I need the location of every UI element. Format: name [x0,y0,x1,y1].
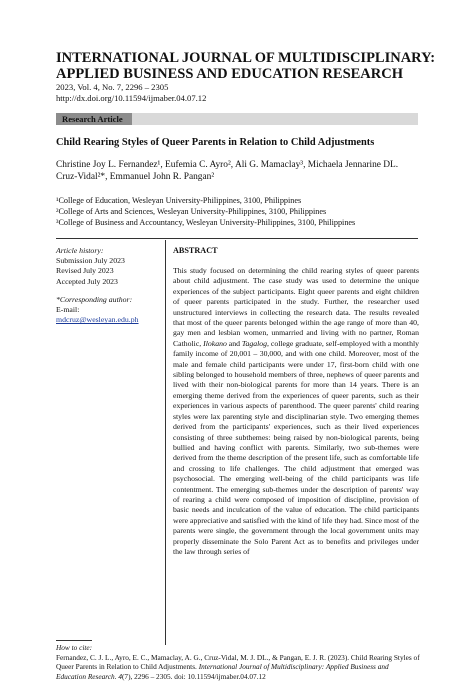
abstract-ilokano: Ilokano [203,338,227,348]
section-band [56,113,418,125]
affiliation-3: ³College of Business and Accountancy, Wesleyan University-Philippines, 3100, Philippines [56,218,356,227]
email-link[interactable]: mdcruz@wesleyan.edu.ph [56,315,139,325]
divider [56,238,418,239]
article-history [56,246,161,325]
author-list: Christine Joy L. Fernandez¹, Eufemia C. Ayro², Ali G. Mamaclay³, Michaela Jennarine DL. Cruz-Vidal²*, Emmanuel John R. Pangan² [56,160,399,182]
abstract-text-2: , college graduate, self-employed with a monthly family income of 20,001 – 30,000, and with one child. Moreover, most of the male and female child participants were under 17, first-born child with one sibling belonged to household members of three, nephews of queer parents and lived with their non-biological parents for more than 14 years. There is an emerging theme derived from the experiences of queer parents, such as their experiences in various aspects of parenthood. The queer parents' child rearing styles were lax parenting style and disciplinarian style. Two emerging themes derived from the participants' experiences, such as their lived experiences consisting of three subthemes: being raised by non-biological parents, being bullied and having conflict with parents. Similarly, two sub-themes were derived from the theme description of the present life, such as comfortable life and crossing to life challenges. The child adjustment that emerged was psychosocial. The emerging well-being of the child participants was life contentment. The emerging sub-themes under the description of parents' way of rearing a child were composed of imposition of discipline, provision of basic needs and inculcation of the value of education. The child participants were appreciative and satisfied with the kind of life they had. Since most of the parents were single, the government through the local government units may properly disseminate the Solo Parent Act as to benefits and privileges under the law through series of [173,338,419,556]
revised-date: Revised July 2023 [56,266,114,276]
paper-title: Child Rearing Styles of Queer Parents in Relation to Child Adjustments [56,137,375,148]
history-label: Article history: [56,246,104,255]
citation-rule [56,640,92,641]
affiliation-2: ²College of Arts and Sciences, Wesleyan University-Philippines, 3100, Philippines [56,207,327,216]
email-label: E-mail: [56,305,80,315]
volume-line: 2023, Vol. 4, No. 7, 2296 – 2305 [56,82,169,92]
journal-meta [56,82,206,104]
abstract-and: and [226,338,242,348]
submission-date: Submission July 2023 [56,256,125,266]
affiliations [56,195,421,228]
section-label: Research Article [56,113,132,125]
doi-line[interactable]: http://dx.doi.org/10.11594/ijmaber.04.07.12 [56,93,207,103]
column-divider [165,240,166,645]
citation-text [56,653,420,681]
abstract-heading: ABSTRACT [173,246,218,255]
abstract-tagalog: Tagalog [241,338,268,348]
citation-text-a: Fernandez, C. J. L., Ayro, E. C., Mamaclay, A. G., Cruz-Vidal, M. J. DL., & Pangan, E. J. R. (2023). Child Rearing Styles of Queer Parents in Relation to Child Adjustments. [56,652,420,672]
accepted-date: Accepted July 2023 [56,276,118,286]
citation-journal: International Journal of Multidisciplinary: Applied Business and Education Research. 4 [56,662,389,681]
affiliation-1: ¹College of Education, Wesleyan University-Philippines, 3100, Philippines [56,196,302,205]
citation-block [56,643,420,681]
citation-label: How to cite: [56,643,93,652]
abstract-body [173,266,419,557]
corresponding-label: *Corresponding author: [56,294,133,304]
journal-title: INTERNATIONAL JOURNAL OF MULTIDISCIPLINARY: APPLIED BUSINESS AND EDUCATION RESEARCH [56,50,436,82]
citation-text-b: (7), 2296 – 2305. doi: 10.11594/ijmaber.04.07.12 [122,671,266,681]
abstract-text-1: This study focused on determining the child rearing styles of queer parents about child adjustment. The case study was used to determine the unique experiences of the subject participants. Eight queer parents and eight children of queer parents participated in the study. Further, the researcher used unstructured interviews in collecting the research data. The results revealed that most of the queer parents belonged within the age range of more than 40, gay men and lesbian women, unmarried and living with no partner, Roman Catholic, [173,266,419,348]
